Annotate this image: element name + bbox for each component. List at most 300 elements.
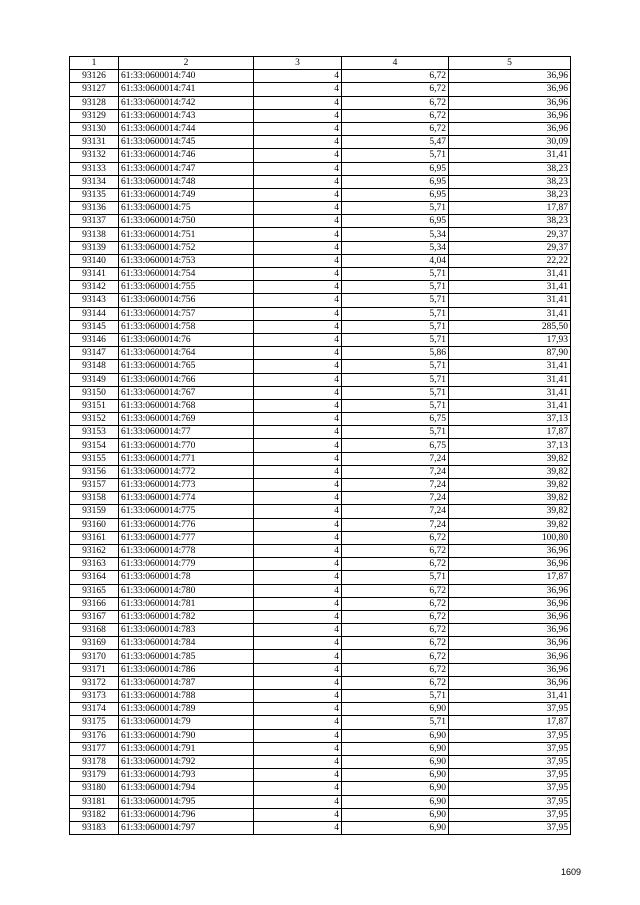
table-cell-col-1: 93154 <box>70 439 119 452</box>
table-cell-col-1: 93156 <box>70 465 119 478</box>
table-cell-col-2: 61:33:0600014:757 <box>119 307 254 320</box>
table-cell-col-4: 5,71 <box>342 202 449 215</box>
table-cell-col-4: 4,04 <box>342 254 449 267</box>
table-row <box>70 663 571 676</box>
table-cell-col-2: 61:33:0600014:752 <box>119 241 254 254</box>
table-cell-col-3: 4 <box>254 610 342 623</box>
table-cell-col-3: 4 <box>254 452 342 465</box>
table-row <box>70 83 571 96</box>
table-cell-col-1: 93162 <box>70 544 119 557</box>
table-row <box>70 281 571 294</box>
table-cell-col-3: 4 <box>254 439 342 452</box>
table-row <box>70 96 571 109</box>
table-cell-col-3: 4 <box>254 465 342 478</box>
table-cell-col-1: 93178 <box>70 755 119 768</box>
table-row <box>70 254 571 267</box>
table-cell-col-3: 4 <box>254 782 342 795</box>
table-cell-col-5: 37,95 <box>449 795 571 808</box>
column-header-1: 1 <box>70 57 119 70</box>
table-cell-col-1: 93171 <box>70 663 119 676</box>
table-row <box>70 268 571 281</box>
table-cell-col-2: 61:33:0600014:772 <box>119 465 254 478</box>
table-cell-col-3: 4 <box>254 294 342 307</box>
table-cell-col-1: 93139 <box>70 241 119 254</box>
table-cell-col-1: 93145 <box>70 320 119 333</box>
table-cell-col-2: 61:33:0600014:753 <box>119 254 254 267</box>
table-cell-col-2: 61:33:0600014:775 <box>119 505 254 518</box>
table-cell-col-2: 61:33:0600014:741 <box>119 83 254 96</box>
table-cell-col-5: 31,41 <box>449 281 571 294</box>
table-cell-col-2: 61:33:0600014:756 <box>119 294 254 307</box>
table-cell-col-2: 61:33:0600014:784 <box>119 637 254 650</box>
table-row <box>70 637 571 650</box>
table-cell-col-3: 4 <box>254 571 342 584</box>
table-row <box>70 465 571 478</box>
table-cell-col-1: 93172 <box>70 676 119 689</box>
table-cell-col-2: 61:33:0600014:777 <box>119 531 254 544</box>
table-cell-col-2: 61:33:0600014:791 <box>119 742 254 755</box>
table-cell-col-2: 61:33:0600014:767 <box>119 386 254 399</box>
table-row <box>70 360 571 373</box>
table-cell-col-4: 6,90 <box>342 795 449 808</box>
table-cell-col-3: 4 <box>254 729 342 742</box>
page-number: 1609 <box>561 867 582 877</box>
table-cell-col-1: 93177 <box>70 742 119 755</box>
table-cell-col-4: 6,90 <box>342 808 449 821</box>
table-body <box>70 70 571 835</box>
table-cell-col-4: 6,72 <box>342 83 449 96</box>
table-row <box>70 307 571 320</box>
table-cell-col-5: 17,87 <box>449 716 571 729</box>
table-cell-col-4: 5,34 <box>342 228 449 241</box>
table-cell-col-5: 22,22 <box>449 254 571 267</box>
table-cell-col-3: 4 <box>254 96 342 109</box>
table-cell-col-4: 6,75 <box>342 439 449 452</box>
table-cell-col-2: 61:33:0600014:78 <box>119 571 254 584</box>
table-cell-col-1: 93167 <box>70 610 119 623</box>
table-cell-col-3: 4 <box>254 742 342 755</box>
table-cell-col-4: 6,90 <box>342 769 449 782</box>
table-cell-col-2: 61:33:0600014:793 <box>119 769 254 782</box>
table-cell-col-4: 6,72 <box>342 544 449 557</box>
table-cell-col-4: 6,72 <box>342 663 449 676</box>
table-cell-col-4: 6,90 <box>342 782 449 795</box>
table-cell-col-5: 87,90 <box>449 347 571 360</box>
table-cell-col-4: 6,72 <box>342 122 449 135</box>
table-row <box>70 241 571 254</box>
table-cell-col-2: 61:33:0600014:76 <box>119 333 254 346</box>
table-row <box>70 202 571 215</box>
table-cell-col-2: 61:33:0600014:796 <box>119 808 254 821</box>
table-cell-col-1: 93181 <box>70 795 119 808</box>
table-cell-col-3: 4 <box>254 281 342 294</box>
table-cell-col-4: 6,95 <box>342 175 449 188</box>
table-cell-col-4: 5,71 <box>342 690 449 703</box>
table-cell-col-1: 93160 <box>70 518 119 531</box>
table-cell-col-4: 5,71 <box>342 571 449 584</box>
table-cell-col-1: 93131 <box>70 136 119 149</box>
data-table <box>69 56 571 835</box>
table-cell-col-2: 61:33:0600014:758 <box>119 320 254 333</box>
table-row <box>70 373 571 386</box>
table-cell-col-3: 4 <box>254 83 342 96</box>
table-row <box>70 769 571 782</box>
table-cell-col-2: 61:33:0600014:776 <box>119 518 254 531</box>
table-row <box>70 452 571 465</box>
table-cell-col-5: 30,09 <box>449 136 571 149</box>
table-cell-col-2: 61:33:0600014:748 <box>119 175 254 188</box>
table-row <box>70 571 571 584</box>
table-cell-col-2: 61:33:0600014:797 <box>119 821 254 834</box>
table-cell-col-1: 93129 <box>70 109 119 122</box>
table-cell-col-1: 93138 <box>70 228 119 241</box>
column-header-4: 4 <box>342 57 449 70</box>
table-cell-col-3: 4 <box>254 70 342 83</box>
table-row <box>70 531 571 544</box>
table-row <box>70 492 571 505</box>
table-row <box>70 610 571 623</box>
table-cell-col-4: 5,86 <box>342 347 449 360</box>
table-cell-col-1: 93148 <box>70 360 119 373</box>
table-cell-col-1: 93180 <box>70 782 119 795</box>
table-cell-col-4: 6,90 <box>342 703 449 716</box>
table-cell-col-3: 4 <box>254 716 342 729</box>
table-row <box>70 742 571 755</box>
table-cell-col-5: 29,37 <box>449 241 571 254</box>
header-row <box>70 57 571 70</box>
table-cell-col-2: 61:33:0600014:746 <box>119 149 254 162</box>
table-cell-col-5: 37,95 <box>449 808 571 821</box>
table-cell-col-4: 6,95 <box>342 188 449 201</box>
table-cell-col-2: 61:33:0600014:765 <box>119 360 254 373</box>
table-cell-col-1: 93149 <box>70 373 119 386</box>
table-cell-col-4: 6,72 <box>342 637 449 650</box>
table-cell-col-5: 37,95 <box>449 729 571 742</box>
table-cell-col-3: 4 <box>254 399 342 412</box>
table-row <box>70 413 571 426</box>
table-cell-col-3: 4 <box>254 122 342 135</box>
table-cell-col-5: 37,95 <box>449 821 571 834</box>
table-cell-col-3: 4 <box>254 228 342 241</box>
table-cell-col-1: 93161 <box>70 531 119 544</box>
table-row <box>70 320 571 333</box>
table-cell-col-5: 31,41 <box>449 360 571 373</box>
table-cell-col-3: 4 <box>254 597 342 610</box>
table-cell-col-4: 5,71 <box>342 149 449 162</box>
table-cell-col-2: 61:33:0600014:768 <box>119 399 254 412</box>
table-cell-col-4: 7,24 <box>342 492 449 505</box>
table-cell-col-1: 93170 <box>70 650 119 663</box>
table-cell-col-4: 5,71 <box>342 716 449 729</box>
table-row <box>70 505 571 518</box>
table-cell-col-1: 93166 <box>70 597 119 610</box>
table-cell-col-2: 61:33:0600014:774 <box>119 492 254 505</box>
table-cell-col-5: 31,41 <box>449 690 571 703</box>
table-cell-col-2: 61:33:0600014:789 <box>119 703 254 716</box>
table-row <box>70 782 571 795</box>
table-cell-col-5: 17,87 <box>449 202 571 215</box>
table-cell-col-3: 4 <box>254 162 342 175</box>
table-cell-col-4: 6,95 <box>342 162 449 175</box>
table-row <box>70 294 571 307</box>
table-cell-col-4: 5,47 <box>342 136 449 149</box>
table-row <box>70 624 571 637</box>
table-cell-col-3: 4 <box>254 676 342 689</box>
table-cell-col-3: 4 <box>254 808 342 821</box>
table-cell-col-5: 37,95 <box>449 755 571 768</box>
table-cell-col-2: 61:33:0600014:778 <box>119 544 254 557</box>
table-cell-col-4: 6,90 <box>342 729 449 742</box>
table-row <box>70 479 571 492</box>
table-cell-col-4: 7,24 <box>342 518 449 531</box>
table-cell-col-1: 93135 <box>70 188 119 201</box>
table-cell-col-4: 6,72 <box>342 109 449 122</box>
table-cell-col-2: 61:33:0600014:755 <box>119 281 254 294</box>
table-row <box>70 333 571 346</box>
table-cell-col-1: 93183 <box>70 821 119 834</box>
table-cell-col-3: 4 <box>254 531 342 544</box>
table-cell-col-2: 61:33:0600014:787 <box>119 676 254 689</box>
table-cell-col-3: 4 <box>254 558 342 571</box>
table-row <box>70 426 571 439</box>
table-cell-col-1: 93152 <box>70 413 119 426</box>
table-cell-col-5: 39,82 <box>449 518 571 531</box>
table-cell-col-2: 61:33:0600014:771 <box>119 452 254 465</box>
table-cell-col-1: 93146 <box>70 333 119 346</box>
table-cell-col-5: 36,96 <box>449 122 571 135</box>
table-cell-col-3: 4 <box>254 584 342 597</box>
table-cell-col-2: 61:33:0600014:79 <box>119 716 254 729</box>
table-cell-col-5: 36,96 <box>449 96 571 109</box>
table-cell-col-2: 61:33:0600014:788 <box>119 690 254 703</box>
table-cell-col-3: 4 <box>254 320 342 333</box>
table-row <box>70 215 571 228</box>
table-cell-col-3: 4 <box>254 307 342 320</box>
table-cell-col-4: 6,72 <box>342 584 449 597</box>
table-row <box>70 755 571 768</box>
table-cell-col-5: 36,96 <box>449 544 571 557</box>
table-cell-col-3: 4 <box>254 703 342 716</box>
table-cell-col-3: 4 <box>254 769 342 782</box>
table-cell-col-2: 61:33:0600014:781 <box>119 597 254 610</box>
table-cell-col-5: 17,93 <box>449 333 571 346</box>
table-cell-col-5: 37,95 <box>449 742 571 755</box>
table-cell-col-1: 93144 <box>70 307 119 320</box>
table-cell-col-4: 7,24 <box>342 452 449 465</box>
table-cell-col-3: 4 <box>254 215 342 228</box>
table-cell-col-4: 6,72 <box>342 558 449 571</box>
table-cell-col-1: 93143 <box>70 294 119 307</box>
table-cell-col-5: 38,23 <box>449 188 571 201</box>
table-cell-col-2: 61:33:0600014:770 <box>119 439 254 452</box>
table-cell-col-1: 93159 <box>70 505 119 518</box>
table-cell-col-1: 93182 <box>70 808 119 821</box>
table-cell-col-1: 93158 <box>70 492 119 505</box>
table-cell-col-3: 4 <box>254 650 342 663</box>
table-cell-col-4: 6,72 <box>342 610 449 623</box>
table-cell-col-3: 4 <box>254 795 342 808</box>
column-header-2: 2 <box>119 57 254 70</box>
table-cell-col-2: 61:33:0600014:792 <box>119 755 254 768</box>
table-cell-col-4: 6,90 <box>342 821 449 834</box>
table-cell-col-1: 93175 <box>70 716 119 729</box>
table-cell-col-4: 7,24 <box>342 465 449 478</box>
table-cell-col-1: 93142 <box>70 281 119 294</box>
table-row <box>70 136 571 149</box>
table-cell-col-2: 61:33:0600014:742 <box>119 96 254 109</box>
table-cell-col-5: 36,96 <box>449 637 571 650</box>
table-cell-col-3: 4 <box>254 637 342 650</box>
table-cell-col-3: 4 <box>254 755 342 768</box>
table-cell-col-2: 61:33:0600014:754 <box>119 268 254 281</box>
table-cell-col-2: 61:33:0600014:766 <box>119 373 254 386</box>
table-cell-col-5: 29,37 <box>449 228 571 241</box>
table-cell-col-4: 6,72 <box>342 676 449 689</box>
table-row <box>70 228 571 241</box>
table-cell-col-4: 6,72 <box>342 531 449 544</box>
table-cell-col-5: 36,96 <box>449 676 571 689</box>
table-cell-col-5: 31,41 <box>449 307 571 320</box>
table-cell-col-3: 4 <box>254 624 342 637</box>
table-row <box>70 399 571 412</box>
table-cell-col-3: 4 <box>254 821 342 834</box>
table-row <box>70 175 571 188</box>
table-row <box>70 162 571 175</box>
table-cell-col-4: 5,71 <box>342 360 449 373</box>
table-cell-col-4: 7,24 <box>342 505 449 518</box>
table-cell-col-5: 285,50 <box>449 320 571 333</box>
table-cell-col-1: 93153 <box>70 426 119 439</box>
table-cell-col-3: 4 <box>254 505 342 518</box>
table-cell-col-4: 5,71 <box>342 307 449 320</box>
table-row <box>70 439 571 452</box>
table-row <box>70 716 571 729</box>
table-cell-col-1: 93134 <box>70 175 119 188</box>
table-cell-col-3: 4 <box>254 188 342 201</box>
table-cell-col-5: 36,96 <box>449 584 571 597</box>
table-cell-col-2: 61:33:0600014:743 <box>119 109 254 122</box>
table-cell-col-1: 93168 <box>70 624 119 637</box>
table-cell-col-1: 93173 <box>70 690 119 703</box>
table-cell-col-5: 36,96 <box>449 650 571 663</box>
table-cell-col-1: 93126 <box>70 70 119 83</box>
table-cell-col-4: 6,72 <box>342 597 449 610</box>
table-cell-col-3: 4 <box>254 241 342 254</box>
table-cell-col-5: 17,87 <box>449 571 571 584</box>
table-row <box>70 584 571 597</box>
table-cell-col-1: 93151 <box>70 399 119 412</box>
table-row <box>70 597 571 610</box>
table-cell-col-4: 5,71 <box>342 399 449 412</box>
table-cell-col-4: 5,71 <box>342 281 449 294</box>
table-cell-col-5: 37,95 <box>449 703 571 716</box>
table-row <box>70 676 571 689</box>
table-cell-col-5: 38,23 <box>449 162 571 175</box>
table-cell-col-4: 5,71 <box>342 373 449 386</box>
table-cell-col-2: 61:33:0600014:77 <box>119 426 254 439</box>
table-cell-col-4: 6,72 <box>342 650 449 663</box>
table-cell-col-5: 31,41 <box>449 268 571 281</box>
table-cell-col-3: 4 <box>254 479 342 492</box>
table-cell-col-4: 5,71 <box>342 294 449 307</box>
table-cell-col-5: 31,41 <box>449 399 571 412</box>
table-cell-col-1: 93179 <box>70 769 119 782</box>
table-cell-col-3: 4 <box>254 544 342 557</box>
table-row <box>70 347 571 360</box>
table-cell-col-1: 93140 <box>70 254 119 267</box>
table-cell-col-4: 6,72 <box>342 624 449 637</box>
table-row <box>70 386 571 399</box>
table-cell-col-5: 100,80 <box>449 531 571 544</box>
table-cell-col-3: 4 <box>254 136 342 149</box>
table-cell-col-5: 39,82 <box>449 492 571 505</box>
table-cell-col-1: 93141 <box>70 268 119 281</box>
table-cell-col-5: 37,95 <box>449 782 571 795</box>
table-cell-col-3: 4 <box>254 109 342 122</box>
table-cell-col-5: 39,82 <box>449 452 571 465</box>
table-cell-col-1: 93127 <box>70 83 119 96</box>
table-cell-col-4: 6,95 <box>342 215 449 228</box>
table-cell-col-3: 4 <box>254 360 342 373</box>
table-cell-col-2: 61:33:0600014:751 <box>119 228 254 241</box>
table-cell-col-3: 4 <box>254 333 342 346</box>
table-cell-col-5: 31,41 <box>449 373 571 386</box>
table-row <box>70 122 571 135</box>
table-row <box>70 703 571 716</box>
table-cell-col-4: 5,71 <box>342 320 449 333</box>
table-cell-col-4: 6,72 <box>342 70 449 83</box>
table-cell-col-5: 37,13 <box>449 413 571 426</box>
table-cell-col-4: 6,72 <box>342 96 449 109</box>
table-row <box>70 690 571 703</box>
table-cell-col-2: 61:33:0600014:790 <box>119 729 254 742</box>
table-row <box>70 729 571 742</box>
table-cell-col-1: 93137 <box>70 215 119 228</box>
table-cell-col-5: 17,87 <box>449 426 571 439</box>
table-cell-col-5: 37,13 <box>449 439 571 452</box>
table-cell-col-4: 5,71 <box>342 268 449 281</box>
table-cell-col-4: 5,71 <box>342 426 449 439</box>
table-cell-col-2: 61:33:0600014:740 <box>119 70 254 83</box>
table-cell-col-5: 39,82 <box>449 479 571 492</box>
table-row <box>70 70 571 83</box>
table-cell-col-2: 61:33:0600014:780 <box>119 584 254 597</box>
table-cell-col-1: 93130 <box>70 122 119 135</box>
table-cell-col-3: 4 <box>254 492 342 505</box>
table-row <box>70 821 571 834</box>
table-cell-col-5: 36,96 <box>449 70 571 83</box>
table-cell-col-1: 93169 <box>70 637 119 650</box>
table-cell-col-2: 61:33:0600014:785 <box>119 650 254 663</box>
table-cell-col-1: 93164 <box>70 571 119 584</box>
table-cell-col-2: 61:33:0600014:749 <box>119 188 254 201</box>
table-cell-col-3: 4 <box>254 268 342 281</box>
table-cell-col-5: 39,82 <box>449 465 571 478</box>
table-cell-col-5: 37,95 <box>449 769 571 782</box>
table-cell-col-2: 61:33:0600014:764 <box>119 347 254 360</box>
table-cell-col-1: 93163 <box>70 558 119 571</box>
table-row <box>70 650 571 663</box>
table-cell-col-2: 61:33:0600014:744 <box>119 122 254 135</box>
table-cell-col-4: 5,34 <box>342 241 449 254</box>
table-cell-col-2: 61:33:0600014:75 <box>119 202 254 215</box>
table-cell-col-3: 4 <box>254 426 342 439</box>
table-cell-col-5: 31,41 <box>449 294 571 307</box>
table-cell-col-5: 36,96 <box>449 663 571 676</box>
table-cell-col-5: 36,96 <box>449 610 571 623</box>
table-cell-col-1: 93176 <box>70 729 119 742</box>
table-cell-col-5: 39,82 <box>449 505 571 518</box>
